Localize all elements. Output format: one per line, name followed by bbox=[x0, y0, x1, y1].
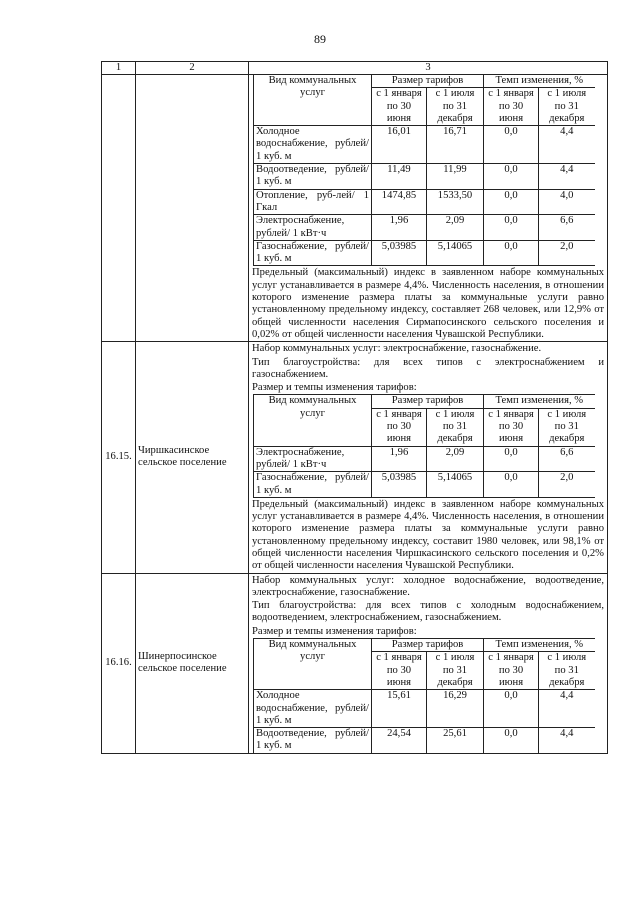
tariff-value: 5,03985 bbox=[372, 240, 427, 266]
tariff-value: 15,61 bbox=[372, 690, 427, 728]
rate-value: 0,0 bbox=[484, 446, 539, 472]
th-vid: Вид коммунальных услуг bbox=[254, 395, 372, 446]
th-rate: Темп изменения, % bbox=[484, 639, 595, 652]
rate-value: 4,4 bbox=[539, 690, 595, 728]
rate-value: 2,0 bbox=[539, 472, 595, 498]
rate-value: 6,6 bbox=[539, 446, 595, 472]
rate-value: 0,0 bbox=[484, 472, 539, 498]
limit-index-note: Предельный (максимальный) индекс в заявленном наборе коммунальных услуг устанавливается в размере 4,4%. Численность населения, в отношении которого изменение размера платы за коммунальные услуги равно установленному предельному индексу, составит 1980 человек, или 98,1% от общей численности населения Чиршкасинского сельского поселения и 0,2% от общей численности населения Чувашской Республики. bbox=[252, 498, 604, 572]
tariff-value: 5,14065 bbox=[427, 472, 484, 498]
improvement-type: Тип благоустройства: для всех типов с электроснабжением и газоснабжением. bbox=[252, 356, 604, 380]
th-p2: с 1 июля по 31 декабря bbox=[539, 88, 595, 126]
rate-value: 0,0 bbox=[484, 164, 539, 190]
tariff-value: 2,09 bbox=[427, 215, 484, 241]
row-settlement-16-16 bbox=[102, 573, 608, 753]
tariff-table-2 bbox=[253, 394, 595, 497]
tariff-value: 16,71 bbox=[427, 126, 484, 164]
tariff-head-row bbox=[254, 639, 595, 652]
cell-content-2 bbox=[249, 342, 608, 573]
service-name: Отопление, руб-лей/ 1 Гкал bbox=[254, 189, 372, 215]
rate-value: 0,0 bbox=[484, 240, 539, 266]
settlement-name: Шинерпосинское сельское поселение bbox=[136, 573, 249, 753]
th-p1: с 1 января по 30 июня bbox=[484, 88, 539, 126]
tariff-value: 16,01 bbox=[372, 126, 427, 164]
service-name: Электроснабжение, рублей/ 1 кВт·ч bbox=[254, 446, 372, 472]
cell-content-3 bbox=[249, 573, 608, 753]
tariff-value: 16,29 bbox=[427, 690, 484, 728]
tariff-row bbox=[254, 446, 595, 472]
page-number: 89 bbox=[314, 32, 326, 46]
th-p1: с 1 января по 30 июня bbox=[484, 652, 539, 690]
settlement-name: Чиршкасинское сельское поселение bbox=[136, 342, 249, 573]
tariff-head-row bbox=[254, 395, 595, 408]
tariff-value: 1,96 bbox=[372, 446, 427, 472]
th-p2: с 1 июля по 31 декабря bbox=[539, 652, 595, 690]
tariff-row bbox=[254, 126, 595, 164]
th-p2: с 1 июля по 31 декабря bbox=[427, 408, 484, 446]
cell-content-1 bbox=[249, 75, 608, 342]
rate-value: 4,4 bbox=[539, 728, 595, 753]
service-name: Холодное водоснабжение, рублей/ 1 куб. м bbox=[254, 126, 372, 164]
main-table bbox=[101, 61, 608, 754]
th-p1: с 1 января по 30 июня bbox=[372, 652, 427, 690]
service-name: Холодное водоснабжение, рублей/ 1 куб. м bbox=[254, 690, 372, 728]
tariff-sizes-label: Размер и темпы изменения тарифов: bbox=[252, 382, 417, 394]
settlement-number: 16.16. bbox=[102, 573, 136, 753]
tariff-head-row bbox=[254, 75, 595, 88]
th-p1: с 1 января по 30 июня bbox=[372, 88, 427, 126]
tariff-value: 1474,85 bbox=[372, 189, 427, 215]
rate-value: 0,0 bbox=[484, 690, 539, 728]
header-col-1: 1 bbox=[102, 62, 136, 75]
improvement-type: Тип благоустройства: для всех типов с холодным водоснабжением, водоотведением, электроснабжением, газоснабжением. bbox=[252, 600, 604, 624]
tariff-value: 24,54 bbox=[372, 728, 427, 753]
rate-value: 0,0 bbox=[484, 126, 539, 164]
th-p2: с 1 июля по 31 декабря bbox=[427, 652, 484, 690]
tariff-row bbox=[254, 690, 595, 728]
th-p1: с 1 января по 30 июня bbox=[372, 408, 427, 446]
th-p2: с 1 июля по 31 декабря bbox=[539, 408, 595, 446]
tariff-value: 1533,50 bbox=[427, 189, 484, 215]
th-p2: с 1 июля по 31 декабря bbox=[427, 88, 484, 126]
tariff-value: 1,96 bbox=[372, 215, 427, 241]
rate-value: 0,0 bbox=[484, 215, 539, 241]
services-set: Набор коммунальных услуг: электроснабжение, газоснабжение. bbox=[252, 343, 542, 355]
tariff-value: 11,99 bbox=[427, 164, 484, 190]
rate-value: 6,6 bbox=[539, 215, 595, 241]
rate-value: 2,0 bbox=[539, 240, 595, 266]
tariff-table-3 bbox=[253, 638, 595, 753]
rate-value: 0,0 bbox=[484, 728, 539, 753]
rate-value: 4,4 bbox=[539, 126, 595, 164]
th-p1: с 1 января по 30 июня bbox=[484, 408, 539, 446]
tariff-row bbox=[254, 240, 595, 266]
header-col-2: 2 bbox=[136, 62, 249, 75]
tariff-row bbox=[254, 215, 595, 241]
tariff-row bbox=[254, 189, 595, 215]
cell-num-empty bbox=[102, 75, 136, 342]
tariff-row bbox=[254, 164, 595, 190]
row-settlement-16-15 bbox=[102, 342, 608, 573]
th-rate: Темп изменения, % bbox=[484, 395, 595, 408]
th-rate: Темп изменения, % bbox=[484, 75, 595, 88]
services-set: Набор коммунальных услуг: холодное водоснабжение, водоотведение, электроснабжение, газоснабжение. bbox=[252, 574, 604, 598]
service-name: Электроснабжение, рублей/ 1 кВт·ч bbox=[254, 215, 372, 241]
tariff-value: 25,61 bbox=[427, 728, 484, 753]
tariff-value: 5,03985 bbox=[372, 472, 427, 498]
th-vid: Вид коммунальных услуг bbox=[254, 639, 372, 690]
th-size: Размер тарифов bbox=[372, 395, 484, 408]
tariff-table-1 bbox=[253, 75, 595, 266]
tariff-sizes-label: Размер и темпы изменения тарифов: bbox=[252, 625, 417, 637]
tariff-value: 11,49 bbox=[372, 164, 427, 190]
th-vid: Вид коммунальных услуг bbox=[254, 75, 372, 126]
rate-value: 0,0 bbox=[484, 189, 539, 215]
limit-index-note: Предельный (максимальный) индекс в заявленном наборе коммунальных услуг устанавливается в размере 4,4%. Численность населения, в отношении которого изменение размера платы за коммунальные услуги равно установленному предельному индексу, составляет 268 человек, или 12,9% от общей численности населения Сирмапосинского сельского поселения и 0,02% от общей численности населения Чувашской Республики. bbox=[252, 267, 604, 340]
header-row bbox=[102, 62, 608, 75]
cell-name-empty bbox=[136, 75, 249, 342]
service-name: Водоотведение, рублей/ 1 куб. м bbox=[254, 728, 372, 753]
header-col-3: 3 bbox=[249, 62, 608, 75]
service-name: Водоотведение, рублей/ 1 куб. м bbox=[254, 164, 372, 190]
rate-value: 4,0 bbox=[539, 189, 595, 215]
tariff-row bbox=[254, 728, 595, 753]
tariff-value: 2,09 bbox=[427, 446, 484, 472]
tariff-row bbox=[254, 472, 595, 498]
service-name: Газоснабжение, рублей/ 1 куб. м bbox=[254, 240, 372, 266]
th-size: Размер тарифов bbox=[372, 75, 484, 88]
row-block-1 bbox=[102, 75, 608, 342]
th-size: Размер тарифов bbox=[372, 639, 484, 652]
settlement-number: 16.15. bbox=[102, 342, 136, 573]
tariff-value: 5,14065 bbox=[427, 240, 484, 266]
service-name: Газоснабжение, рублей/ 1 куб. м bbox=[254, 472, 372, 498]
rate-value: 4,4 bbox=[539, 164, 595, 190]
